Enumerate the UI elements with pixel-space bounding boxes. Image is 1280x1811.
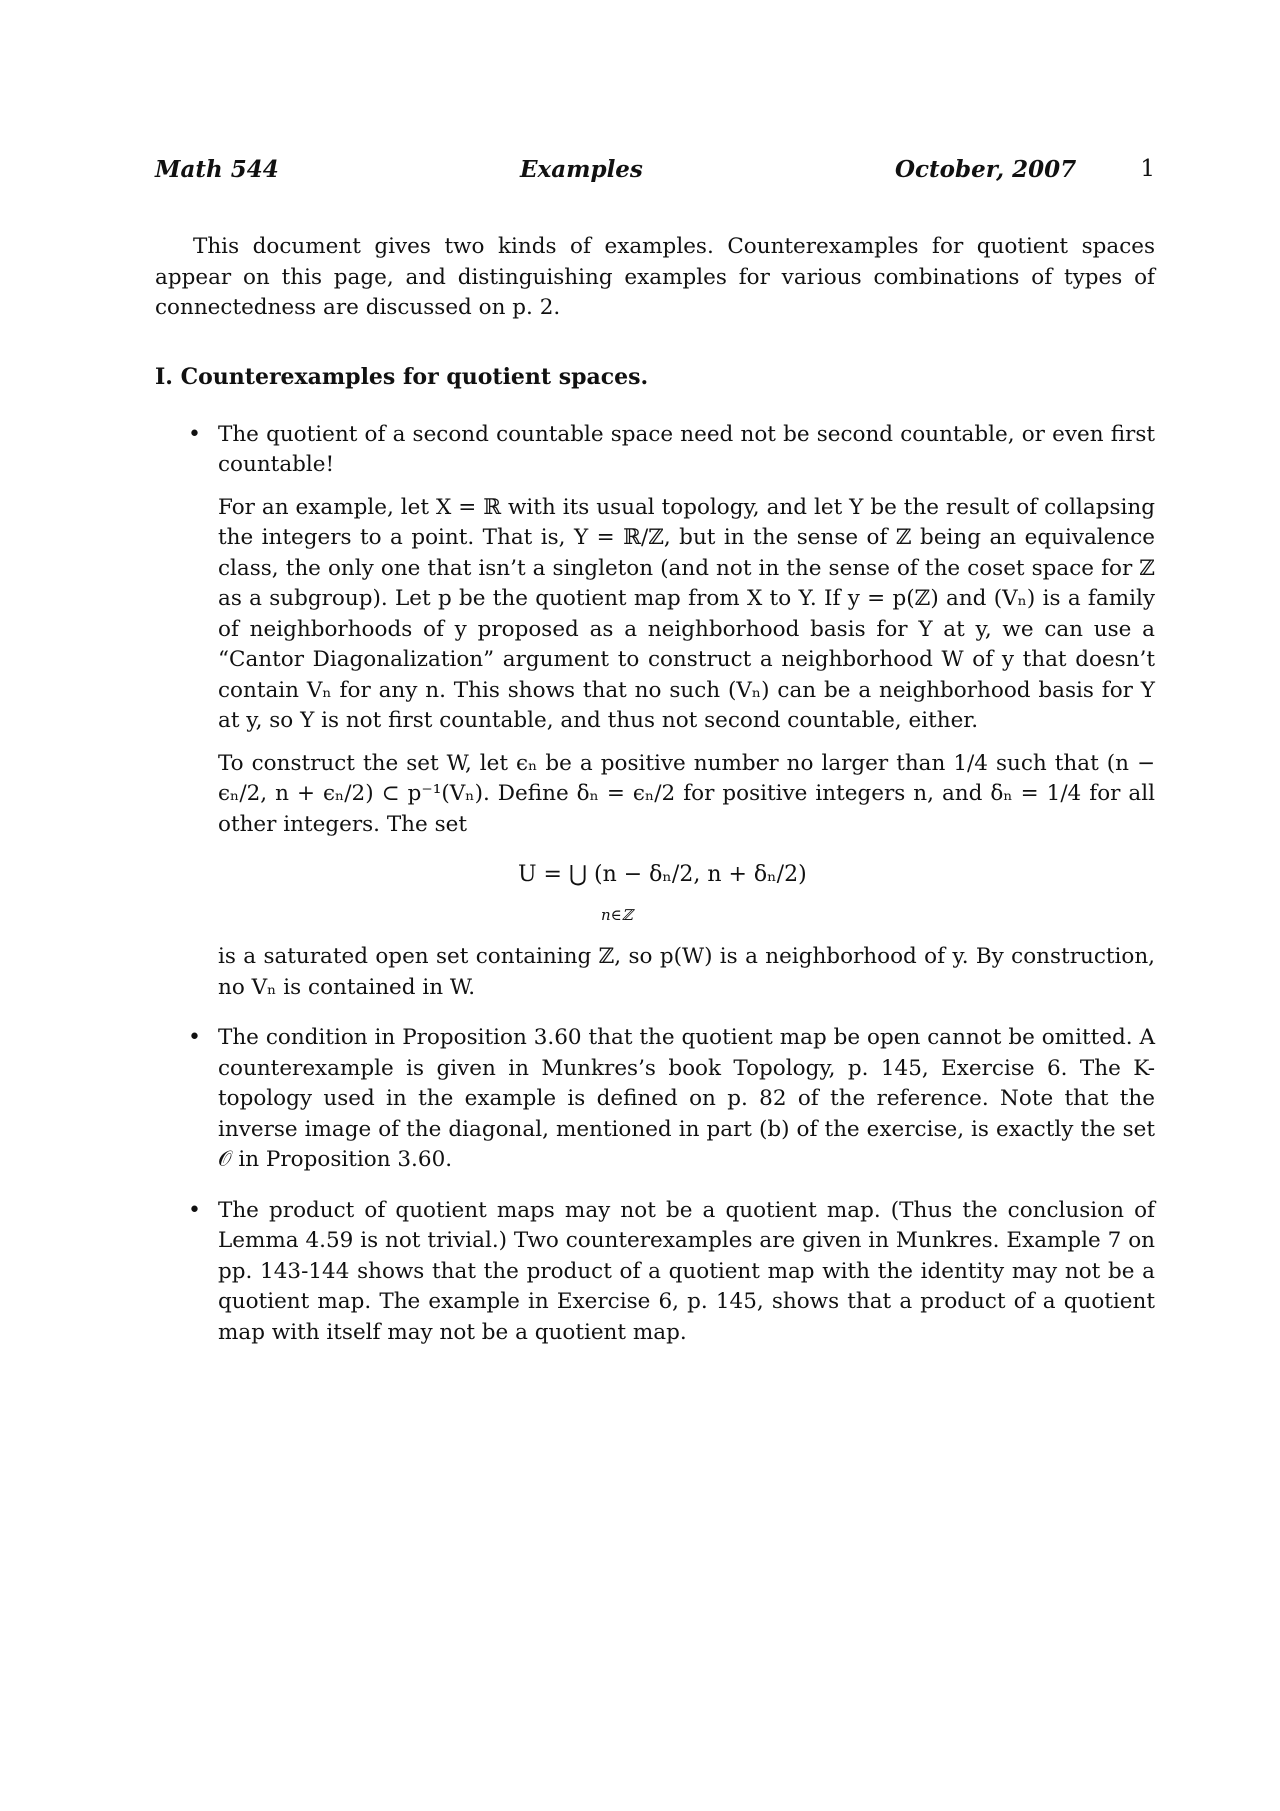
bullet-item-2	[155, 1023, 1155, 1176]
bullet-item-3	[155, 1196, 1155, 1349]
header-course: Math 544	[155, 156, 279, 183]
header-date: October, 2007	[895, 156, 1077, 183]
bullet-1-paragraph-3: To construct the set W, let ϵₙ be a positive number no larger than 1/4 such that (n − ϵₙ/2, n + ϵₙ/2) ⊂ p⁻¹(Vₙ). Define δₙ = ϵₙ/2 for positive integers n, and δₙ = 1/4 for all other integers. The set	[218, 750, 1155, 837]
intro-paragraph: This document gives two kinds of examples. Counterexamples for quotient spaces appear on this page, and distinguishing examples for various combinations of types of connectedness are discussed on p. 2.	[155, 234, 1155, 320]
page-number: 1	[1140, 156, 1155, 182]
header-title: Examples	[520, 156, 643, 183]
bullet-2-paragraph-1: • The condition in Proposition 3.60 that the quotient map be open cannot be omitted. A counterexample is given in Munkres’s book Topology, p. 145, Exercise 6. The K-topology used in the example is defined on p. 82 of the reference. Note that the inverse image of the diagonal, mentioned in part (b) of the exercise, is exactly the set 𝒪 in Proposition 3.60.	[218, 1025, 1155, 1172]
bullet-1-paragraph-2: For an example, let X = ℝ with its usual topology, and let Y be the result of collapsing the integers to a point. That is, Y = ℝ/ℤ, but in the sense of ℤ being an equivalence class, the only one that isn’t a singleton (and not in the sense of the coset space for ℤ as a subgroup). Let p be the quotient map from X to Y. If y = p(ℤ) and (Vₙ) is a family of neighborhoods of y proposed as a neighborhood basis for Y at y, we can use a “Cantor Diagonalization” argument to construct a neighborhood W of y that doesn’t contain Vₙ for any n. This shows that no such (Vₙ) can be a neighborhood basis for Y at y, so Y is not first countable, and thus not second countable, either.	[218, 494, 1155, 733]
bullet-1-after-equation: is a saturated open set containing ℤ, so p(W) is a neighborhood of y. By construction, no Vₙ is contained in W.	[218, 944, 1155, 1000]
bullet-1-paragraph-1: • The quotient of a second countable space need not be second countable, or even first countable!	[218, 421, 1155, 477]
equation-text: U = ⋃ (n − δₙ/2, n + δₙ/2)	[518, 862, 807, 887]
bullet-item-1	[155, 420, 1155, 1004]
document-body	[155, 232, 1155, 1368]
bullet-3-paragraph-1: • The product of quotient maps may not be a quotient map. (Thus the conclusion of Lemma 4.59 is not trivial.) Two counterexamples are given in Munkres. Example 7 on pp. 143-144 shows that the product of a quotient map with the identity may not be a quotient map. The example in Exercise 6, p. 145, shows that a product of a quotient map with itself may not be a quotient map.	[218, 1197, 1155, 1345]
equation-subscript: n∈ℤ	[601, 906, 633, 924]
bullet-list	[155, 420, 1155, 1349]
display-equation	[218, 852, 1155, 922]
page-header	[155, 156, 1155, 190]
section-heading: I. Counterexamples for quotient spaces.	[155, 363, 649, 390]
